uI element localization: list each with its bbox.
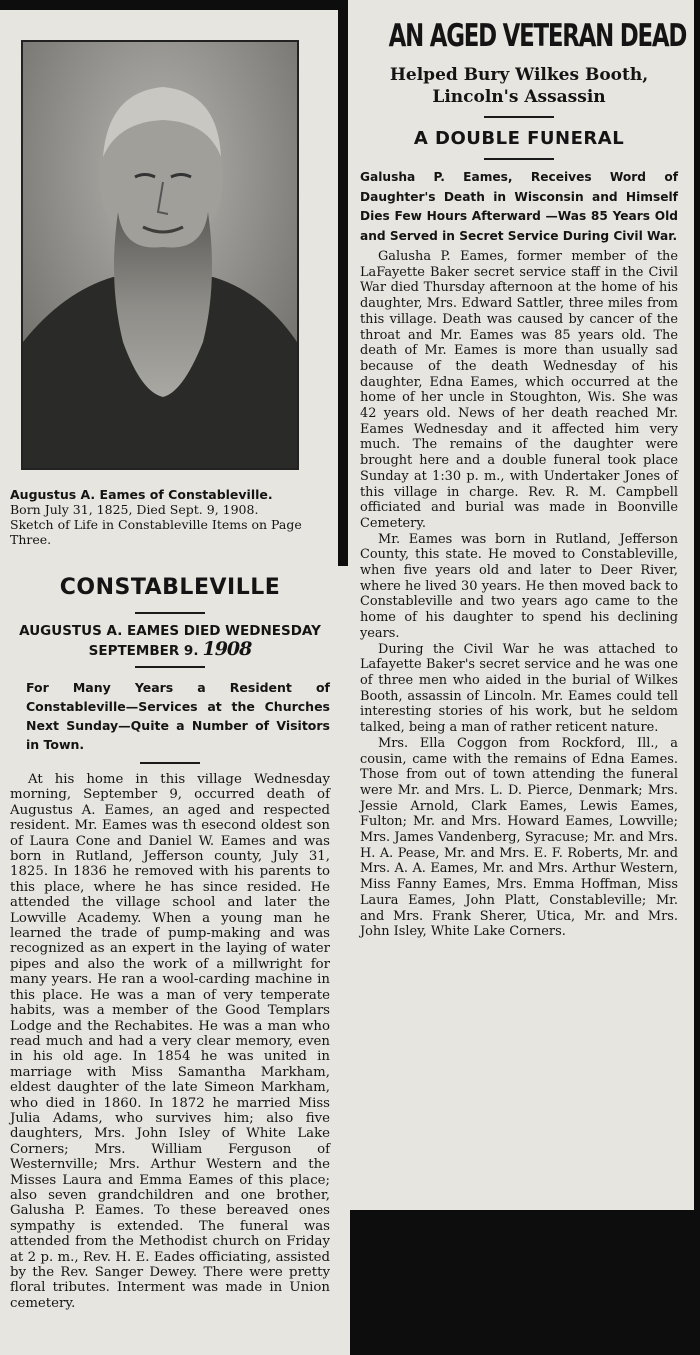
- headline: [10, 622, 330, 660]
- handwritten-year: 1908: [202, 638, 252, 660]
- divider: [484, 158, 554, 160]
- divider: [135, 612, 205, 614]
- article-body: [360, 249, 678, 940]
- deck-headline: Helped Bury Wilkes Booth, Lincoln's Assassin: [389, 65, 649, 107]
- main-headline: AN AGED VETERAN DEAD: [388, 18, 687, 54]
- paragraph: During the Civil War he was attached to Lafayette Baker's secret service and he was one of three men who aided in the burial of Wilkes Booth, assassin of Lincoln. Mr. Eames could tell interesting stories of his work, but he seldom talked, being a man of rather reticent nature.: [360, 641, 678, 736]
- photo-caption: [10, 487, 328, 547]
- caption-name: Augustus A. Eames of Constableville.: [10, 487, 273, 502]
- sub-headline: A DOUBLE FUNERAL: [413, 128, 625, 149]
- divider: [484, 116, 554, 118]
- paragraph: At his home in this village Wednesday morning, September 9, occurred death of Augustus A. Eames, an aged and respected resident. Mr. Eames was th esecond oldest son of Laura Cone and Daniel W. Eames and was born in Rutland, Jefferson county, July 31, 1825. In 1836 he removed with his parents to this place, where he has since resided. He attended the village school and later the Lowville Academy. When a young man he learned the trade of pump-making and was recognized as an expert in the laying of water pipes and also the work of a millwright for many years. He ran a wool-carding machine in this place. He was a man of very temperate habits, was a member of the Good Templars Lodge and the Rechabites. He was a man who read much and had a very clear memory, even in his old age. In 1854 he was united in marriage with Miss Samantha Markham, eldest daughter of the late Simeon Markham, who died in 1860. In 1872 he married Miss Julia Adams, who survives him; also five daughters, Mrs. John Isley of White Lake Corners; Mrs. William Ferguson of Westernville; Mrs. Arthur Western and the Misses Laura and Emma Eames of this place; also seven grandchildren and one brother, Galusha P. Eames. To these bereaved ones sympathy is extended. The funeral was attended from the Methodist church on Friday at 2 p. m., Rev. H. E. Eades officiating, assisted by the Rev. Sanger Dewey. There were pretty floral tributes. Interment was made in Union cemetery.: [10, 772, 330, 1311]
- portrait-illustration: [23, 42, 297, 468]
- photo-clipping: [0, 10, 338, 566]
- divider: [140, 762, 200, 764]
- paragraph: Galusha P. Eames, former member of the LaFayette Baker secret service staff in the Civil War died Thursday afternoon at the home of his daughter, Mrs. Edward Sattler, three miles from this village. Death was caused by cancer of the throat and Mr. Eames was 85 years old. The death of Mr. Eames is more than usually sad because of the death Wednesday of his daughter, Edna Eames, which occurred at the home of her uncle in Stoughton, Wis. She was 42 years old. News of her death reached Mr. Eames Wednesday and it affected him very much. The remains of the daughter were brought here and a double funeral took place Sunday at 1:30 p. m., with Undertaker Jones of this village in charge. Rev. R. M. Campbell officiated and burial was made in Boonville Cemetery.: [360, 249, 678, 531]
- summary: Galusha P. Eames, Receives Word of Daughter's Death in Wisconsin and Himself Dies Few Hours Afterward —Was 85 Years Old and Served in Secret Service During Civil War.: [360, 170, 678, 243]
- article-body: [10, 772, 330, 1311]
- paragraph: Mr. Eames was born in Rutland, Jefferson County, this state. He moved to Constableville, when five years old and later to Deer River, where he lived 30 years. He then moved back to Constableville and two years ago came to the home of his daughter to spend his declining years.: [360, 531, 678, 641]
- headline-text: AUGUSTUS A. EAMES DIED WEDNESDAY SEPTEMBER 9.: [19, 623, 321, 659]
- paragraph: Mrs. Ella Coggon from Rockford, Ill., a cousin, came with the remains of Edna Eames. Those from out of town attending the funeral were Mr. and Mrs. L. D. Pierce, Denmark; Mrs. Jessie Arnold, Clark Eames, Lewis Eames, Fulton; Mr. and Mrs. Howard Eames, Lowville; Mrs. James Vandenberg, Syracuse; Mr. and Mrs. H. A. Pease, Mr. and Mrs. E. F. Roberts, Mr. and Mrs. A. A. Eames, Mr. and Mrs. Arthur Western, Miss Fanny Eames, Mrs. Emma Hoffman, Miss Laura Eames, John Platt, Constableville; Mr. and Mrs. Frank Sherer, Utica, Mr. and Mrs. John Isley, White Lake Corners.: [360, 735, 678, 940]
- right-clipping: [348, 0, 694, 1210]
- divider: [135, 666, 205, 668]
- section-title: CONSTABLEVILLE: [59, 575, 281, 600]
- subhead: For Many Years a Resident of Constableville—Services at the Churches Next Sunday—Quite a Number of Visitors in Town.: [26, 680, 330, 752]
- left-clipping: [0, 566, 350, 1355]
- portrait-photo: [21, 40, 299, 470]
- caption-sketch: Sketch of Life in Constableville Items on Page Three.: [10, 517, 302, 547]
- caption-dates: Born July 31, 1825, Died Sept. 9, 1908.: [10, 502, 259, 517]
